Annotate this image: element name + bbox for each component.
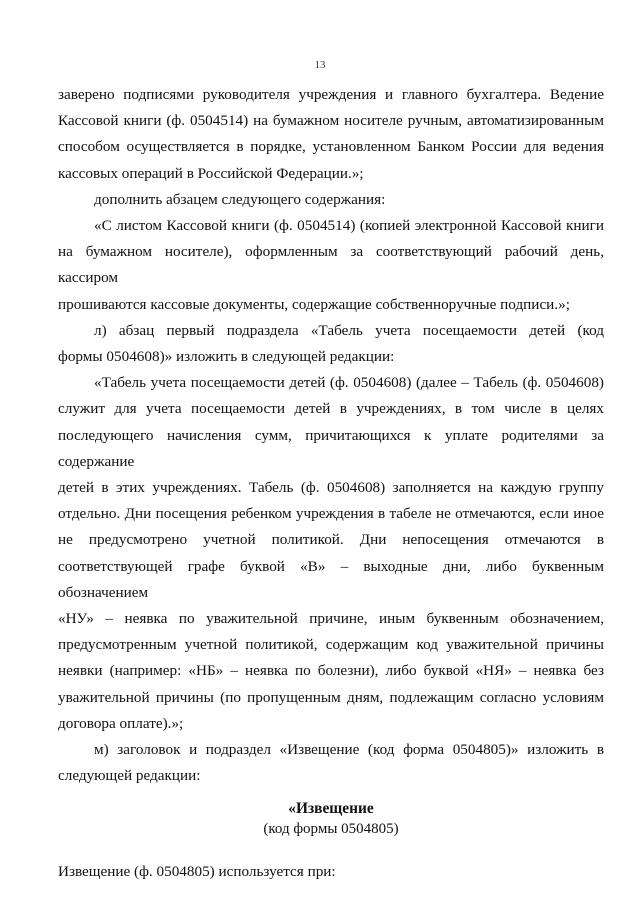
- paragraph-p5: [58, 370, 604, 737]
- heading-subtitle: (код формы 0504805): [263, 821, 399, 838]
- text-line: формы 0504608)» изложить в следующей редакции:: [58, 348, 395, 366]
- text-line: не предусмотрено учетной политикой. Дни непосещения отмечаются в: [58, 531, 604, 549]
- text-line: заверено подписями руководителя учреждения и главного бухгалтера. Ведение: [58, 86, 604, 103]
- text-line: договора оплате).»;: [58, 714, 184, 732]
- text-line: отдельно. Дни посещения ребенком учреждения в табеле не отмечаются, если иное: [58, 505, 604, 523]
- text-line: «НУ» – неявка по уважительной причине, иным буквенным обозначением,: [58, 610, 604, 628]
- text-line: прошиваются кассовые документы, содержащие собственноручные подписи.»;: [58, 295, 570, 313]
- text-line: Кассовой книги (ф. 0504514) на бумажном носителе ручным, автоматизированным: [58, 112, 604, 130]
- paragraph-p2: [58, 187, 604, 213]
- text-line: детей в этих учреждениях. Табель (ф. 0504608) заполняется на каждую группу: [58, 479, 604, 497]
- text-line: следующей редакции:: [58, 767, 201, 785]
- paragraph-p1: [58, 82, 604, 187]
- text-line: на бумажном носителе), оформленным за соответствующий рабочий день, кассиром: [58, 243, 604, 287]
- heading-title: «Извещение: [288, 800, 374, 818]
- text-line: м) заголовок и подраздел «Извещение (код форма 0504805)» изложить в: [94, 741, 604, 759]
- text-line: «С листом Кассовой книги (ф. 0504514) (копией электронной Кассовой книги: [94, 217, 604, 235]
- text-line: служит для учета посещаемости детей в учреждениях, в том числе в целях: [58, 400, 604, 418]
- page-number: 13: [314, 59, 326, 71]
- paragraph-p3: [58, 213, 604, 318]
- text-line: соответствующей графе буквой «В» – выходные дни, либо буквенным обозначением: [58, 557, 604, 601]
- paragraph-p4: [58, 318, 604, 370]
- document-body: [58, 82, 604, 886]
- final-paragraph: Извещение (ф. 0504805) используется при:: [58, 863, 336, 881]
- paragraph-p6: [58, 737, 604, 789]
- text-line: «Табель учета посещаемости детей (ф. 0504608) (далее – Табель (ф. 0504608): [94, 374, 604, 392]
- text-line: предусмотренным учетной политикой, содержащим код уважительной причины: [58, 636, 604, 654]
- text-line: кассовых операций в Российской Федерации.»;: [58, 164, 364, 182]
- text-line: неявки (например: «НБ» – неявка по болезни), либо буквой «НЯ» – неявка без: [58, 662, 604, 680]
- section-heading: [58, 799, 604, 839]
- text-line: дополнить абзацем следующего содержания:: [94, 190, 386, 208]
- text-line: последующего начисления сумм, причитающихся к уплате родителями за содержание: [58, 426, 604, 470]
- text-line: способом осуществляется в порядке, установленном Банком России для ведения: [58, 138, 604, 156]
- text-line: л) абзац первый подраздела «Табель учета посещаемости детей (код: [94, 321, 604, 339]
- text-line: уважительной причины (по пропущенным дням, подлежащим согласно условиям: [58, 688, 604, 706]
